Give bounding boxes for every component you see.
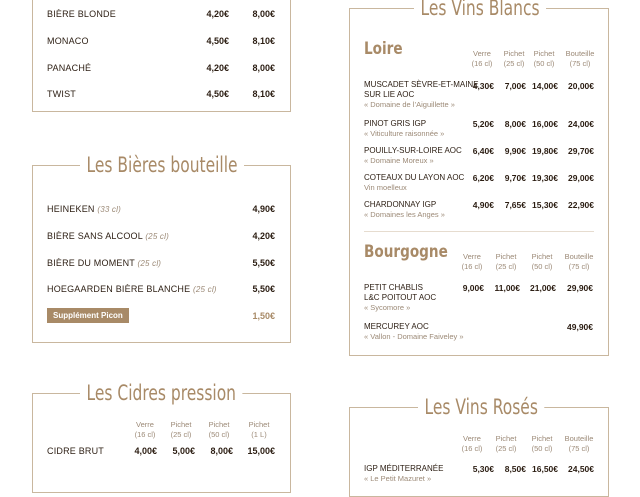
column-header: Verre (16 cl) xyxy=(461,252,483,271)
column-header: Bouteille (75 cl) xyxy=(564,252,594,271)
cidre-box xyxy=(32,393,291,493)
column-header: Bouteille (75 cl) xyxy=(564,434,594,453)
list-item xyxy=(33,61,290,75)
column-header: Pichet (25 cl) xyxy=(503,49,525,68)
column-header: Pichet (50 cl) xyxy=(208,420,230,439)
item-price: 4,20€ xyxy=(206,9,229,19)
item-name: HEINEKEN xyxy=(47,204,95,214)
list-item xyxy=(33,34,290,48)
divider xyxy=(364,231,594,232)
supplement-price: 1,50€ xyxy=(252,311,275,321)
item-price: 4,50€ xyxy=(206,36,229,46)
column-header: Pichet (25 cl) xyxy=(495,434,517,453)
column-header: Bouteille (75 cl) xyxy=(565,49,595,68)
region-title: Loire xyxy=(364,39,403,59)
column-header: Pichet (50 cl) xyxy=(531,252,553,271)
vins-blancs-box: Loire Verre (16 cl) Pichet (25 cl) Pichet (50 cl) Bouteille (75 cl) MUSCADET SÈVRE-ET-MAINE SUR LIE AOC « Domaine de l’Aiguillette » 4,30€ 7,00€ 14,00€ 20,00€ PINOT GRIS IGP « Viticulture raisonnée » 5,20€ 8,00€ 16,00€ 24,00€ POUILLY-SUR-LOIRE AOC « Domaine Moreux » 6,40€ 9,90€ 19,80€ 29,70€ COTEAUX DU LAYON AOC Vin moelleux 6,20€ 9,70€ 19,30€ 29,00€ CHARDONNAY IGP « Domaines les Anges » 4,90€ 7,65€ 15,30€ 22,90€ Bourgogne Verre (16 cl) Pichet (25 cl) Pichet (50 cl) Bouteille (75 cl) PETIT CHABLIS L&C POITOUT AOC « Sycomore » 9,00€ 11,00€ 21,00€ 29,90€ MERCUREY AOC « Vallon - Domaine Faiveley » 49,90€ xyxy=(349,8,609,356)
item-name: MONACO xyxy=(47,36,89,46)
section-title-vins-blancs: Les Vins Blancs xyxy=(414,0,546,20)
list-item xyxy=(33,87,290,101)
list-item xyxy=(33,282,290,296)
column-header: Pichet (50 cl) xyxy=(533,49,555,68)
item-name: TWIST xyxy=(47,89,76,99)
column-header: Verre (16 cl) xyxy=(471,49,493,68)
vins-roses-box: Verre (16 cl) Pichet (25 cl) Pichet (50 cl) Bouteille (75 cl) IGP MÉDITERRANÉE « Le Petit Mazuret » 5,30€ 8,50€ 16,50€ 24,50€ xyxy=(349,407,609,497)
column-header: Pichet (1 L) xyxy=(248,420,270,439)
item-volume: (25 cl) xyxy=(193,285,217,294)
bouteille-box xyxy=(32,165,291,343)
item-name: BIÈRE SANS ALCOOL xyxy=(47,231,143,241)
item-name: BIÈRE DU MOMENT xyxy=(47,258,135,268)
column-header: Pichet (50 cl) xyxy=(531,434,553,453)
section-title-vins-roses: Les Vins Rosés xyxy=(418,395,544,419)
supplement-badge: Supplément Picon xyxy=(47,308,129,323)
item-price: 8,00€ xyxy=(252,63,275,73)
item-price: 4,90€ xyxy=(252,204,275,214)
section-title-cidres: Les Cidres pression xyxy=(80,381,243,405)
column-header: Verre (16 cl) xyxy=(134,420,156,439)
item-price: 15,00€ xyxy=(247,446,275,456)
list-item xyxy=(33,229,290,243)
list-item xyxy=(33,444,290,458)
section-title-bieres-bouteille: Les Bières bouteille xyxy=(80,153,244,177)
item-price: 5,00€ xyxy=(172,446,195,456)
item-price: 8,00€ xyxy=(252,9,275,19)
item-name: CIDRE BRUT xyxy=(47,446,105,456)
item-price: 8,10€ xyxy=(252,89,275,99)
item-name: HOEGAARDEN BIÈRE BLANCHE xyxy=(47,284,191,294)
column-header: Verre (16 cl) xyxy=(461,434,483,453)
item-name: BIÈRE BLONDE xyxy=(47,9,116,19)
list-item xyxy=(33,7,290,21)
pression-box xyxy=(32,0,291,112)
column-header: Pichet (25 cl) xyxy=(170,420,192,439)
item-volume: (25 cl) xyxy=(145,232,169,241)
item-price: 4,20€ xyxy=(252,231,275,241)
item-price: 5,50€ xyxy=(252,284,275,294)
list-item xyxy=(33,256,290,270)
item-price: 5,50€ xyxy=(252,258,275,268)
region-title: Bourgogne xyxy=(364,242,448,262)
item-price: 4,00€ xyxy=(134,446,157,456)
item-price: 8,10€ xyxy=(252,36,275,46)
item-volume: (25 cl) xyxy=(137,259,162,268)
item-volume: (33 cl) xyxy=(97,205,121,214)
item-name: PANACHÉ xyxy=(47,63,92,73)
column-header: Pichet (25 cl) xyxy=(495,252,517,271)
list-item xyxy=(33,202,290,216)
item-price: 4,20€ xyxy=(206,63,229,73)
item-price: 4,50€ xyxy=(206,89,229,99)
item-price: 8,00€ xyxy=(210,446,233,456)
